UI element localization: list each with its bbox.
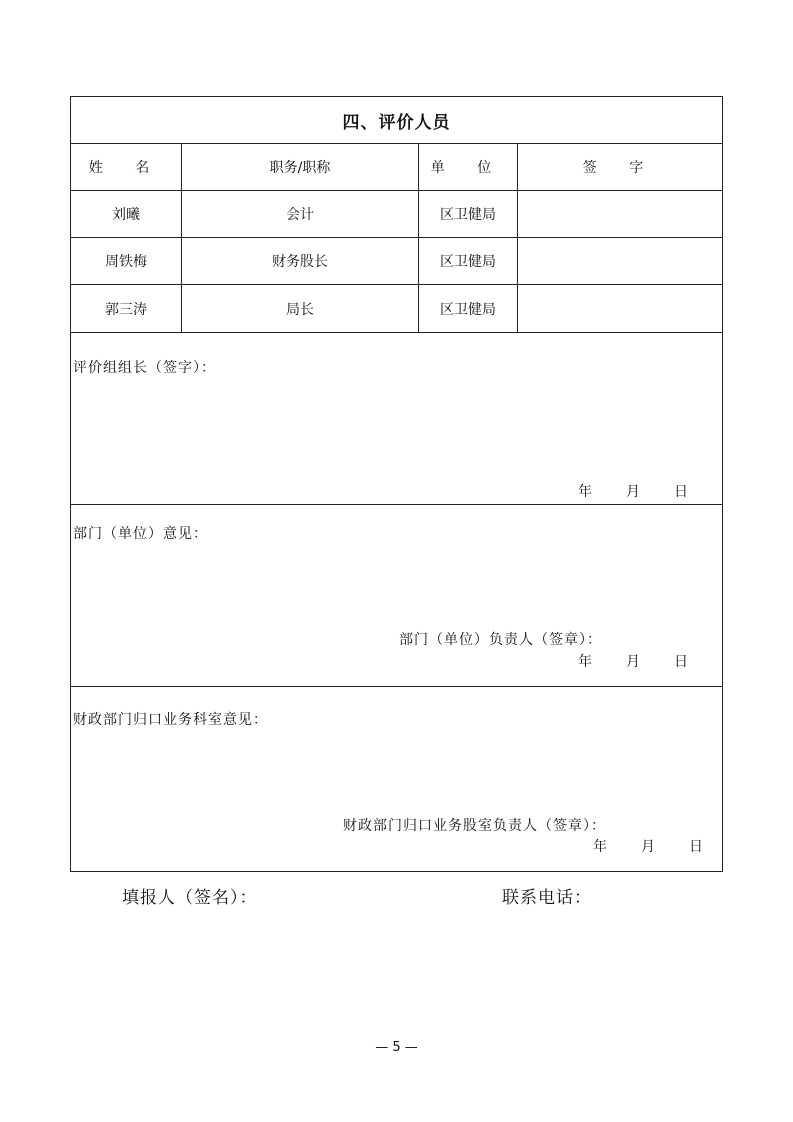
row-position: 局长 bbox=[182, 285, 419, 332]
date-month: 月 bbox=[626, 484, 640, 500]
form-title: 四、评价人员 bbox=[71, 97, 722, 144]
table-row bbox=[71, 191, 722, 238]
department-opinion-block[interactable] bbox=[71, 505, 722, 687]
table-header-row bbox=[71, 144, 722, 191]
department-signer-label: 部门（单位）负责人（签章）： bbox=[399, 632, 602, 648]
date-day: 日 bbox=[674, 654, 688, 670]
row-position: 会计 bbox=[182, 191, 419, 237]
row-signature-field[interactable] bbox=[518, 285, 722, 332]
date-year: 年 bbox=[578, 654, 592, 670]
department-date bbox=[578, 651, 722, 671]
row-unit: 区卫健局 bbox=[419, 285, 518, 332]
header-unit: 单 位 bbox=[419, 144, 518, 190]
leader-signature-block[interactable] bbox=[71, 333, 722, 505]
filler-signature-label: 填报人（签名）： bbox=[122, 888, 258, 908]
row-name: 周铁梅 bbox=[71, 238, 182, 284]
table-row bbox=[71, 238, 722, 285]
table-row bbox=[71, 285, 722, 333]
date-year: 年 bbox=[593, 839, 607, 855]
row-name: 刘曦 bbox=[71, 191, 182, 237]
finance-opinion-label: 财政部门归口业务科室意见： bbox=[73, 712, 268, 728]
date-day: 日 bbox=[689, 839, 703, 855]
department-opinion-label: 部门（单位）意见： bbox=[73, 526, 208, 542]
finance-signer-label: 财政部门归口业务股室负责人（签章）： bbox=[343, 818, 606, 834]
date-day: 日 bbox=[674, 484, 688, 500]
row-position: 财务股长 bbox=[182, 238, 419, 284]
evaluation-form bbox=[70, 96, 723, 872]
header-name: 姓 名 bbox=[71, 144, 182, 190]
leader-signature-label: 评价组组长（签字）： bbox=[73, 360, 216, 376]
date-month: 月 bbox=[641, 839, 655, 855]
row-signature-field[interactable] bbox=[518, 238, 722, 284]
contact-phone-label: 联系电话： bbox=[502, 888, 592, 908]
header-position: 职务/职称 bbox=[182, 144, 419, 190]
leader-date bbox=[578, 481, 722, 501]
finance-opinion-block[interactable] bbox=[71, 687, 722, 871]
row-unit: 区卫健局 bbox=[419, 238, 518, 284]
row-unit: 区卫健局 bbox=[419, 191, 518, 237]
row-signature-field[interactable] bbox=[518, 191, 722, 237]
date-month: 月 bbox=[626, 654, 640, 670]
row-name: 郭三涛 bbox=[71, 285, 182, 332]
header-signature: 签 字 bbox=[582, 160, 658, 176]
date-year: 年 bbox=[578, 484, 592, 500]
finance-date bbox=[593, 836, 737, 856]
page-number: — 5 — bbox=[375, 1040, 418, 1055]
